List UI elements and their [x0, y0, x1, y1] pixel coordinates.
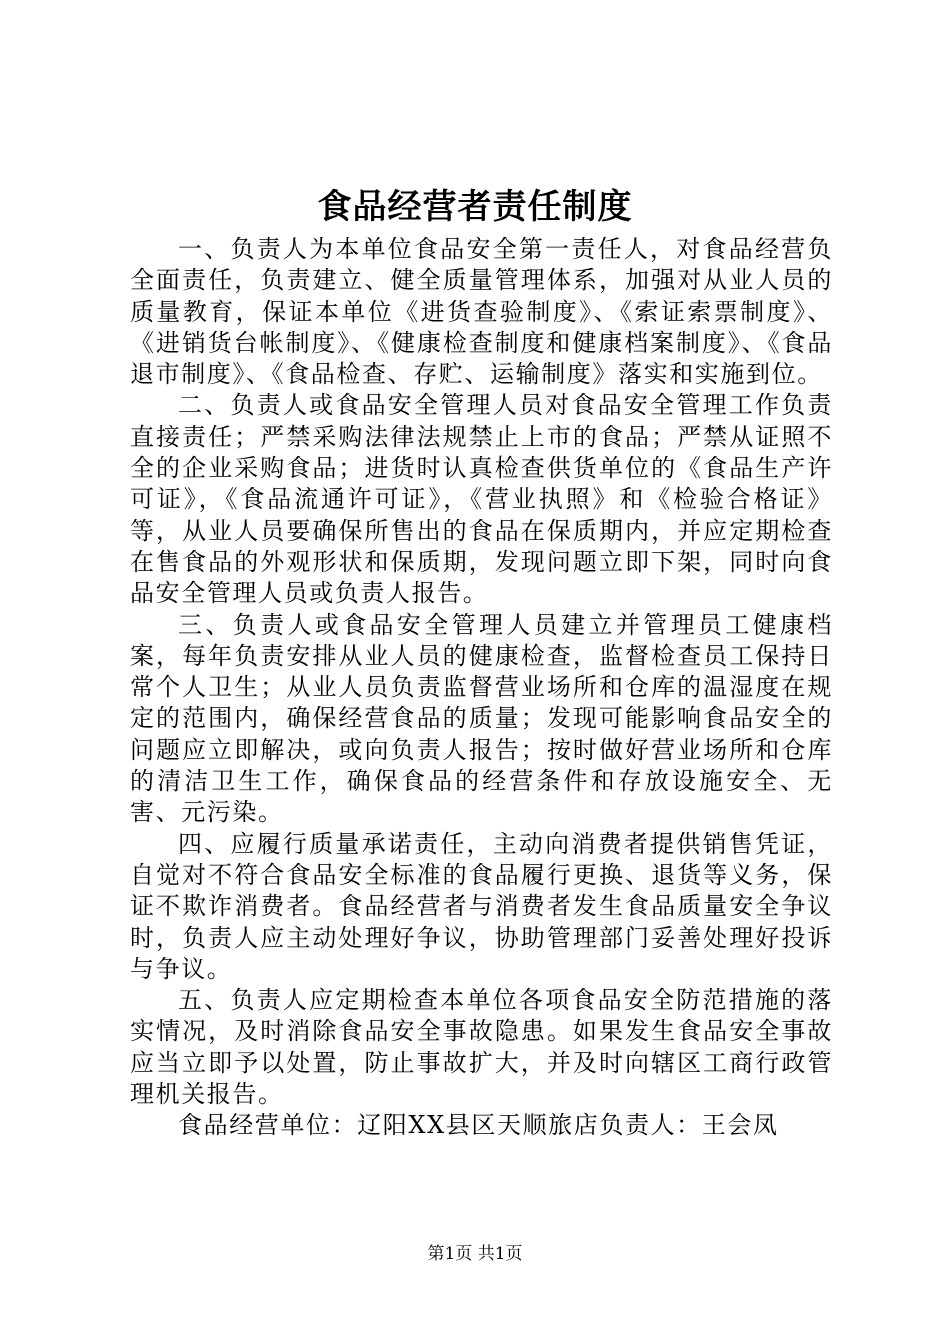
signature-line: 食品经营单位：辽阳XX县区天顺旅店负责人：王会凤	[178, 1111, 779, 1140]
page-footer: 第1页 共1页	[427, 1244, 523, 1264]
paragraph-2: 二、负责人或食品安全管理人员对食品安全管理工作负责直接责任；严禁采购法律法规禁止上市的食品；严禁从证照不全的企业采购食品；进货时认真检查供货单位的《食品生产许可证》，《食品流通许可证》，《营业执照》和《检验合格证》等，从业人员要确保所售出的食品在保质期内，并应定期检查在售食品的外观形状和保质期，发现问题立即下架，同时向食品安全管理人员或负责人报告。	[130, 391, 833, 608]
paragraph-4: 四、应履行质量承诺责任，主动向消费者提供销售凭证，自觉对不符合食品安全标准的食品履行更换、退货等义务，保证不欺诈消费者。食品经营者与消费者发生食品质量安全争议时，负责人应主动处理好争议，协助管理部门妥善处理好投诉与争议。	[130, 829, 833, 983]
document-title: 食品经营者责任制度	[317, 187, 633, 227]
paragraph-3: 三、负责人或食品安全管理人员建立并管理员工健康档案，每年负责安排从业人员的健康检查，监督检查员工保持日常个人卫生；从业人员负责监督营业场所和仓库的温湿度在规定的范围内，确保经营食品的质量；发现可能影响食品安全的问题应立即解决，或向负责人报告；按时做好营业场所和仓库的清洁卫生工作，确保食品的经营条件和存放设施安全、无害、元污染。	[130, 610, 833, 827]
paragraph-5: 五、负责人应定期检查本单位各项食品安全防范措施的落实情况，及时消除食品安全事故隐患。如果发生食品安全事故应当立即予以处置，防止事故扩大，并及时向辖区工商行政管理机关报告。	[130, 986, 833, 1109]
paragraph-1: 一、负责人为本单位食品安全第一责任人，对食品经营负全面责任，负责建立、健全质量管理体系，加强对从业人员的质量教育，保证本单位《进货查验制度》、《索证索票制度》、《进销货台帐制度》、《健康检查制度和健康档案制度》、《食品退市制度》、《食品检查、存贮、运输制度》落实和实施到位。	[130, 235, 833, 389]
document-body	[130, 234, 833, 1142]
